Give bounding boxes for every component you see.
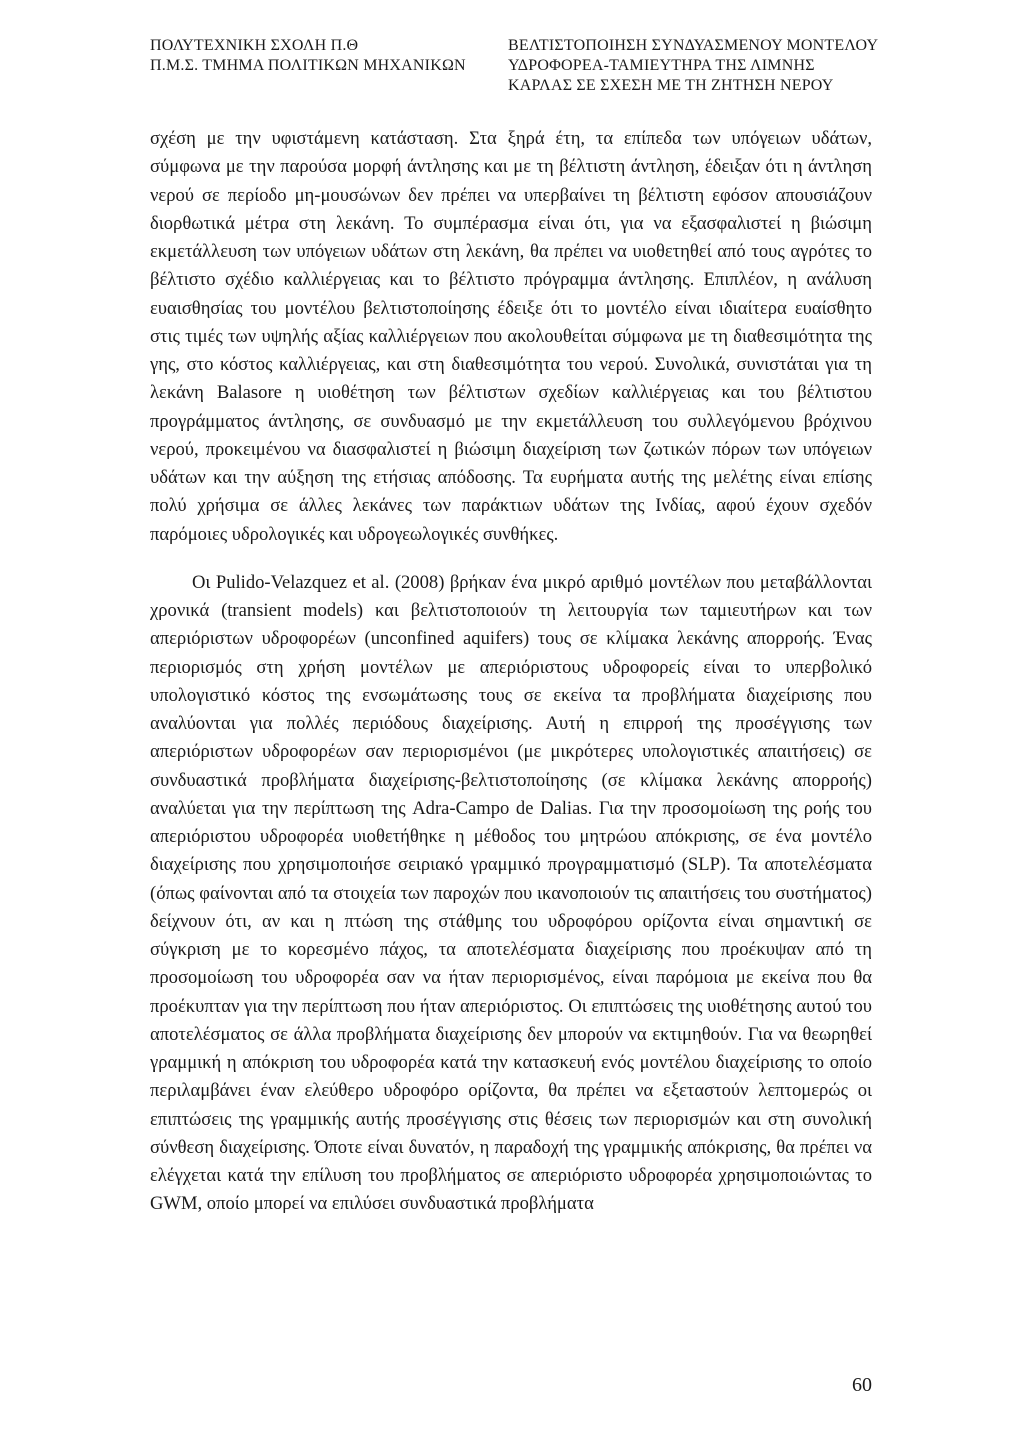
header-title-line-3: ΚΑΡΛΑΣ ΣΕ ΣΧΕΣΗ ΜΕ ΤΗ ΖΗΤΗΣΗ ΝΕΡΟΥ <box>508 77 834 94</box>
header-school: ΠΟΛΥΤΕΧΝΙΚΗ ΣΧΟΛΗ Π.Θ <box>150 37 359 54</box>
body-text <box>150 125 872 1219</box>
header-thesis-title <box>508 36 878 96</box>
page-number: 60 <box>852 1374 872 1396</box>
header-title-line-2: ΥΔΡΟΦΟΡΕΑ-ΤΑΜΙΕΥΤΗΡΑ ΤΗΣ ΛΙΜΝΗΣ <box>508 57 815 74</box>
paragraph-continued: σχέση με την υφιστάμενη κατάσταση. Στα ξηρά έτη, τα επίπεδα των υπόγειων υδάτων, σύμφωνα με την παρούσα μορφή άντλησης και με τη βέλτιστη άντληση, έδειξαν ότι η άντληση νερού σε περίοδο μη-μουσώνων δεν πρέπει να υπερβαίνει τη βέλτιστη εφόσον απουσιάζουν διορθωτικά μέτρα στη λεκάνη. Το συμπέρασμα είναι ότι, για να εξασφαλιστεί η βιώσιμη εκμετάλλευση των υπόγειων υδάτων στη λεκάνη, θα πρέπει να υιοθετηθεί από τους αγρότες το βέλτιστο σχέδιο καλλιέργειας και το βέλτιστο πρόγραμμα άντλησης. Επιπλέον, η ανάλυση ευαισθησίας του μοντέλου βελτιστοποίησης έδειξε ότι το μοντέλο είναι ιδιαίτερα ευαίσθητο στις τιμές των υψηλής αξίας καλλιέργειων που ακολουθείται σύμφωνα με τη διαθεσιμότητα της γης, στο κόστος καλλιέργειας, και στη διαθεσιμότητα του νερού. Συνολικά, συνιστάται για τη λεκάνη Balasore η υιοθέτηση των βέλτιστων σχεδίων καλλιέργειας και του βέλτιστου προγράμματος άντλησης, σε συνδυασμό με την εκμετάλλευση του συλλεγόμενου βρόχινου νερού, προκειμένου να διασφαλιστεί η βιώσιμη διαχείριση των ζωτικών πόρων των υπόγειων υδάτων και την αύξηση της ετήσιας απόδοσης. Τα ευρήματα αυτής της μελέτης είναι επίσης πολύ χρήσιμα σε άλλες λεκάνες των παράκτιων υδάτων της Ινδίας, αφού έχουν σχεδόν παρόμοιες υδρολογικές και υδρογεωλογικές συνθήκες. <box>150 128 872 545</box>
header-title-line-1: ΒΕΛΤΙΣΤΟΠΟΙΗΣΗ ΣΥΝΔΥΑΣΜΕΝΟΥ ΜΟΝΤΕΛΟΥ <box>508 37 879 54</box>
paragraph-pulido-velazquez: Οι Pulido-Velazquez et al. (2008) βρήκαν ένα μικρό αριθμό μοντέλων που μεταβάλλονται χρονικά (transient models) και βελτιστοποιούν τη λειτουργία των ταμιευτήρων και των απεριόριστων υδροφορέων (unconfined aquifers) τους σε κλίμακα λεκάνης απορροής. Ένας περιορισμός στη χρήση μοντέλων με απεριόριστους υδροφορείς είναι το υπερβολικό υπολογιστικό κόστος της ενσωμάτωσης τους σε εκείνα τα προβλήματα διαχείρισης που αναλύονται για πολλές περιόδους διαχείρισης. Αυτή η επιρροή της προσέγγισης των απεριόριστων υδροφορέων σαν περιορισμένοι (με μικρότερες υπολογιστικές απαιτήσεις) σε συνδυαστικά προβλήματα διαχείρισης-βελτιστοποίησης (σε κλίμακα λεκάνης απορροής) αναλύεται για την περίπτωση της Adra-Campo de Dalias. Για την προσομοίωση της ροής του απεριόριστου υδροφορέα υιοθετήθηκε η μέθοδος του μητρώου απόκρισης, σε ένα μοντέλο διαχείρισης που χρησιμοποιήσε σειριακό γραμμικό προγραμματισμό (SLP). Τα αποτελέσματα (όπως φαίνονται από τα στοιχεία των παροχών που ικανοποιούν τις απαιτήσεις του συστήματος) δείχνουν ότι, αν και η πτώση της στάθμης του υδροφόρου ορίζοντα είναι σημαντική σε σύγκριση με το κορεσμένο πάχος, τα αποτελέσματα διαχείρισης που προέκυψαν από τη προσομοίωση του υδροφορέα σαν να ήταν περιορισμένος, είναι παρόμοια με εκείνα που θα προέκυπταν για την περίπτωση που ήταν απεριόριστος. Οι επιπτώσεις της υιοθέτησης αυτού του αποτελέσματος σε άλλα προβλήματα διαχείρισης δεν μπορούν να εκτιμηθούν. Για να θεωρηθεί γραμμική η απόκριση του υδροφορέα κατά την κατασκευή ενός μοντέλου διαχείρισης το οποίο περιλαμβάνει έναν ελεύθερο υδροφόρο ορίζοντα, θα πρέπει να εξεταστούν λεπτομερώς οι επιπτώσεις της γραμμικής αυτής προσέγγισης στις θέσεις των περιορισμών και στη συνολική σύνθεση διαχείρισης. Όποτε είναι δυνατόν, η παραδοχή της γραμμικής απόκρισης, θα πρέπει να ελέγχεται κατά την επίλυση του προβλήματος σε απεριόριστο υδροφορέα χρησιμοποιώντας το GWM, οποίο μπορεί να επιλύσει συνδυαστικά προβλήματα <box>150 571 872 1215</box>
header-institution <box>150 36 490 76</box>
header-department: Π.Μ.Σ. ΤΜΗΜΑ ΠΟΛΙΤΙΚΩΝ ΜΗΧΑΝΙΚΩΝ <box>150 57 466 74</box>
